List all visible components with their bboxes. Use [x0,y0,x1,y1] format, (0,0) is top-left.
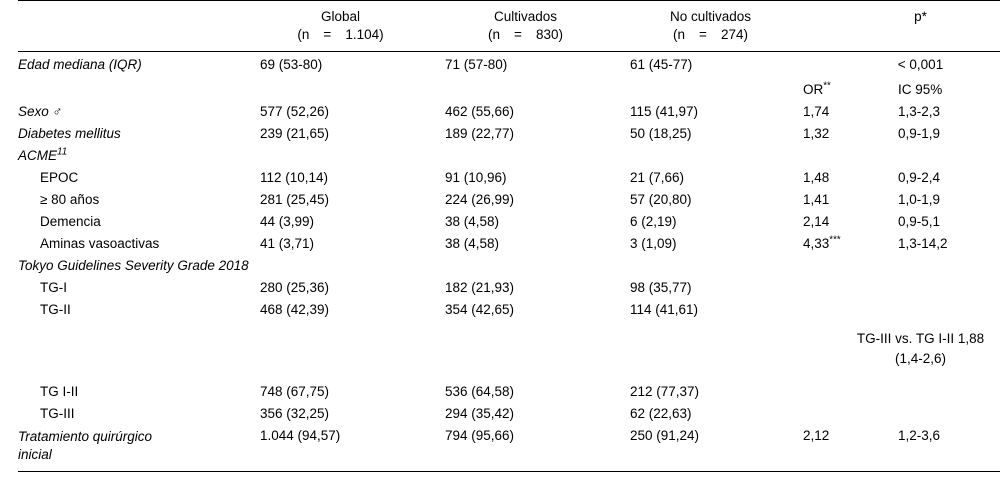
row-label-acme [18,143,248,165]
row-label-epoc: EPOC [40,170,79,186]
row-value-aminas-or [803,231,898,253]
table-row [18,165,1000,187]
count-global-val: 1.104) [345,27,384,43]
count-global-eq: = [323,27,332,43]
row-label-tg-i-ii: TG I-II [40,383,79,399]
row-value-tratamiento-no-cultivados: 250 (91,24) [630,427,700,443]
row-value-sexo-or: 1,74 [803,104,830,120]
aminas-or-text: 4,33 [803,236,830,252]
column-header-cultivados: Cultivados [493,9,558,24]
column-count-global [248,26,433,51]
tratamiento-line2: inicial [18,446,52,462]
row-label-tg-i: TG-I [40,280,67,296]
count-no-cultivados-pre: (n [673,27,686,43]
row-value-80-anos-global: 281 (25,45) [260,192,330,208]
row-value-tg-ii-cultivados: 354 (42,65) [445,302,515,318]
row-value-sexo-global: 577 (52,26) [260,104,330,120]
table-row-group-header [18,143,1000,165]
row-label-sexo: Sexo ♂ [18,104,63,120]
count-cultivados-pre: (n [488,27,501,43]
spacer [18,369,1000,379]
row-value-tratamiento-ic: 1,2-3,6 [898,427,941,443]
column-count-cultivados [433,26,618,51]
table-row [18,423,1000,464]
row-label-tg-iii: TG-III [40,405,75,421]
row-value-tg-ii-global: 468 (42,39) [260,302,330,318]
tg3-comparison-note [803,319,1000,368]
row-value-tg-i-ii-no-cultivados: 212 (77,37) [630,383,700,399]
column-count-no-cultivados [618,26,803,51]
row-value-demencia-ic: 0,9-5,1 [898,214,941,230]
header-row-titles [18,1,1000,26]
table-row [18,231,1000,253]
row-value-diabetes-cultivados: 189 (22,77) [445,126,515,142]
tratamiento-line1: Tratamiento quirúrgico [18,428,153,444]
row-value-diabetes-or: 1,32 [803,126,830,142]
tg3-comparison-note-row [18,319,1000,368]
row-value-edad-no-cultivados: 61 (45-77) [630,57,693,73]
column-header-p: p* [914,9,927,24]
count-cultivados-eq: = [514,27,522,43]
tg3-note-line1: TG-III vs. TG I-II 1,88 [856,331,985,347]
subheader-ic: IC 95% [898,82,943,98]
row-value-aminas-global: 41 (3,71) [260,236,315,252]
row-value-diabetes-no-cultivados: 50 (18,25) [630,126,692,142]
row-value-tg-i-global: 280 (25,36) [260,280,330,296]
row-label-80-anos: ≥ 80 años [40,192,100,208]
header-row-counts [18,26,1000,51]
count-cultivados-val: 830) [535,27,563,43]
table-row [18,52,1000,74]
row-value-tratamiento-global: 1.044 (94,57) [260,427,341,443]
row-value-sexo-no-cultivados: 115 (41,97) [630,104,699,120]
aminas-footnote-marker: *** [829,234,841,246]
row-label-tratamiento [18,423,248,464]
row-label-edad: Edad mediana (IQR) [18,57,142,73]
table-row [18,379,1000,401]
bottom-rule [18,471,1000,472]
row-value-epoc-cultivados: 91 (10,96) [445,170,507,186]
row-value-tratamiento-cultivados: 794 (95,66) [445,427,515,443]
row-value-aminas-cultivados: 38 (4,58) [445,236,500,252]
row-value-aminas-ic: 1,3-14,2 [898,236,948,252]
count-global-pre: (n [297,27,310,43]
row-value-tg-i-no-cultivados: 98 (35,77) [630,280,692,296]
row-value-sexo-cultivados: 462 (55,66) [445,104,515,120]
row-value-tg-iii-no-cultivados: 62 (22,63) [630,405,692,421]
table-row [18,121,1000,143]
row-label-aminas: Aminas vasoactivas [40,236,160,252]
row-value-80-anos-no-cultivados: 57 (20,80) [630,192,692,208]
table-row [18,401,1000,423]
row-value-diabetes-global: 239 (21,65) [260,126,330,142]
row-value-tg-i-ii-cultivados: 536 (64,58) [445,383,515,399]
subheader-or-ic [18,74,1000,99]
row-value-epoc-or: 1,48 [803,170,830,186]
or-footnote-marker: ** [823,80,831,92]
row-value-edad-cultivados: 71 (57-80) [445,57,508,73]
column-header-global: Global [320,9,361,24]
table-row [18,187,1000,209]
row-label-demencia: Demencia [40,214,101,230]
row-value-tg-i-ii-global: 748 (67,75) [260,383,330,399]
table-row [18,275,1000,297]
row-value-tratamiento-or: 2,12 [803,427,830,443]
row-label-diabetes: Diabetes mellitus [18,126,121,142]
row-label-tg-ii: TG-II [40,302,71,318]
clinical-results-table [18,0,1000,472]
table-row [18,209,1000,231]
row-value-80-anos-or: 1,41 [803,192,830,208]
row-value-edad-global: 69 (53-80) [260,57,323,73]
column-header-no-cultivados: No cultivados [669,9,752,24]
row-value-demencia-cultivados: 38 (4,58) [445,214,500,230]
row-value-demencia-or: 2,14 [803,214,830,230]
row-label-tokyo-guidelines: Tokyo Guidelines Severity Grade 2018 [18,258,249,274]
spacer [18,464,1000,471]
table-row-group-header [18,253,1000,275]
row-value-aminas-no-cultivados: 3 (1,09) [630,236,677,252]
row-value-epoc-no-cultivados: 21 (7,66) [630,170,685,186]
table-row [18,99,1000,121]
row-value-epoc-ic: 0,9-2,4 [898,170,941,186]
acme-text: ACME [18,148,58,164]
row-value-tg-iii-global: 356 (32,25) [260,405,330,421]
row-value-demencia-no-cultivados: 6 (2,19) [630,214,677,230]
row-value-demencia-global: 44 (3,99) [260,214,315,230]
row-value-tg-iii-cultivados: 294 (35,42) [445,405,515,421]
acme-footnote-marker: 11 [57,146,68,158]
row-value-tg-i-cultivados: 182 (21,93) [445,280,515,296]
count-no-cultivados-eq: = [699,27,707,43]
row-value-80-anos-cultivados: 224 (26,99) [445,192,515,208]
count-no-cultivados-val: 274) [720,27,748,43]
row-value-80-anos-ic: 1,0-1,9 [898,192,941,208]
row-value-diabetes-ic: 0,9-1,9 [898,126,941,142]
row-value-sexo-ic: 1,3-2,3 [898,104,941,120]
tg3-note-line2: (1,4-2,6) [894,351,947,366]
row-value-tg-ii-no-cultivados: 114 (41,61) [630,302,699,318]
row-value-epoc-global: 112 (10,14) [260,170,329,186]
subheader-or: OR** [803,80,831,98]
row-value-edad-p: < 0,001 [897,57,944,73]
